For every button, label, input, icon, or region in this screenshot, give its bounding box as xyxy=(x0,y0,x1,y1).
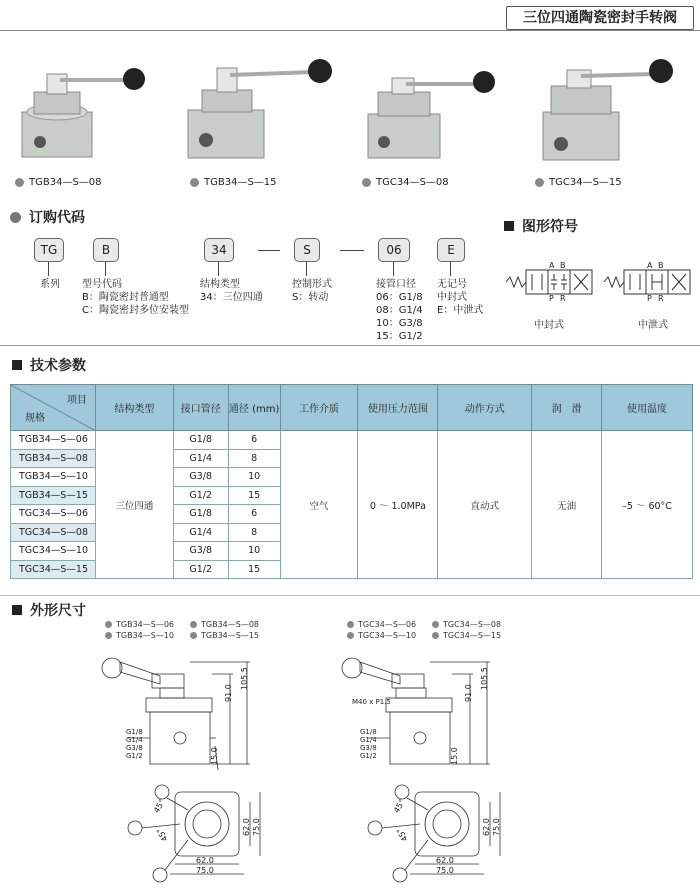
bullet-icon xyxy=(105,632,112,639)
product-image-tgb34-08 xyxy=(12,42,172,192)
dim-75: 75.0 xyxy=(196,866,214,875)
dim-model-name: TGC34—S—15 xyxy=(443,631,502,640)
series-label: 系列 xyxy=(40,279,60,290)
port-option: 10：G3/8 xyxy=(376,318,423,329)
bullet-icon xyxy=(347,621,354,628)
port-r-label: R xyxy=(560,294,566,303)
cell-model: TGB34—S—15 xyxy=(11,486,96,505)
port-size: G1/4 xyxy=(360,736,377,744)
port-size: G1/8 xyxy=(126,728,143,736)
bullet-icon xyxy=(190,178,199,187)
square-bullet-icon xyxy=(12,605,22,615)
product-image-tgb34-15 xyxy=(180,42,340,192)
product-label xyxy=(535,177,622,188)
bullet-icon xyxy=(10,212,21,223)
dim-91: 91.0 xyxy=(224,684,233,702)
cell-port: G1/4 xyxy=(173,449,228,468)
cell-port: G1/2 xyxy=(173,486,228,505)
port-size: G1/4 xyxy=(126,736,143,744)
cell-bore: 15 xyxy=(228,486,280,505)
code-dash xyxy=(340,250,364,251)
code-box-center: E xyxy=(437,238,465,262)
port-size: G1/8 xyxy=(360,728,377,736)
cell-model: TGC34—S—10 xyxy=(11,542,96,561)
dim-angle: 45° xyxy=(392,797,407,815)
cell-bore: 6 xyxy=(228,431,280,450)
model-code-option: B：陶瓷密封普通型 xyxy=(82,292,169,303)
port-size: G1/2 xyxy=(126,752,143,760)
dim-91: 91.0 xyxy=(464,684,473,702)
cell-port: G3/8 xyxy=(173,468,228,487)
header-temp: 使用温度 xyxy=(602,385,693,431)
code-connector xyxy=(105,262,106,276)
code-dash xyxy=(258,250,280,251)
cell-port: G1/2 xyxy=(173,560,228,579)
center-desc xyxy=(437,278,483,317)
structure-desc xyxy=(200,278,263,304)
bullet-icon xyxy=(432,621,439,628)
cell-model: TGB34—S—10 xyxy=(11,468,96,487)
cell-port: G3/8 xyxy=(173,542,228,561)
bullet-icon xyxy=(105,621,112,628)
port-title: 接管口径 xyxy=(376,279,416,290)
cell-action: 直动式 xyxy=(438,431,532,579)
dim-75: 75.0 xyxy=(252,818,261,836)
dim-model-name: TGB34—S—10 xyxy=(116,631,175,640)
header-bore: 通径 (mm) xyxy=(228,385,280,431)
dims-heading xyxy=(12,600,86,620)
dim-model-label xyxy=(432,620,501,629)
cell-bore: 10 xyxy=(228,542,280,561)
cell-bore: 10 xyxy=(228,468,280,487)
port-size: G1/2 xyxy=(360,752,377,760)
dim-model-name: TGB34—S—06 xyxy=(116,620,175,629)
spec-corner-header xyxy=(11,385,96,431)
cell-port: G1/8 xyxy=(173,431,228,450)
model-code-desc xyxy=(82,278,189,317)
code-connector xyxy=(218,262,219,276)
cell-model: TGC34—S—15 xyxy=(11,560,96,579)
port-list xyxy=(126,728,143,760)
dim-15: 15.0 xyxy=(210,747,219,765)
corner-bottom-label: 规格 xyxy=(25,413,45,424)
spec-heading xyxy=(12,355,86,375)
port-b-label: B xyxy=(658,261,664,270)
square-bullet-icon xyxy=(12,360,22,370)
dim-105: 105.5 xyxy=(240,667,249,690)
spec-heading-text: 技术参数 xyxy=(30,358,86,374)
bullet-icon xyxy=(432,632,439,639)
dim-model-name: TGB34—S—08 xyxy=(201,620,260,629)
header-structure: 结构类型 xyxy=(95,385,173,431)
model-code-title: 型号代码 xyxy=(82,279,122,290)
code-box-model: B xyxy=(93,238,119,262)
square-bullet-icon xyxy=(504,221,514,231)
thread-spec: M40 x P1.5 xyxy=(352,698,391,706)
dim-62: 62.0 xyxy=(242,818,251,836)
cell-model: TGC34—S—08 xyxy=(11,523,96,542)
section-divider xyxy=(0,345,700,346)
structure-title: 结构类型 xyxy=(200,279,240,290)
dim-15: 15.0 xyxy=(450,747,459,765)
dim-model-name: TGB34—S—15 xyxy=(201,631,260,640)
table-row xyxy=(11,431,693,450)
cell-bore: 8 xyxy=(228,449,280,468)
header-action: 动作方式 xyxy=(438,385,532,431)
dim-model-label xyxy=(105,631,174,640)
code-connector xyxy=(450,262,451,276)
spec-table xyxy=(10,384,693,579)
dim-model-name: TGC34—S—06 xyxy=(358,620,417,629)
bullet-icon xyxy=(190,632,197,639)
port-a-label: A xyxy=(647,261,653,270)
cell-lube: 无油 xyxy=(532,431,602,579)
code-box-series: TG xyxy=(34,238,64,262)
ordering-heading-text: 订购代码 xyxy=(29,210,85,226)
code-connector xyxy=(393,262,394,276)
corner-top-label: 项目 xyxy=(66,395,87,406)
bullet-icon xyxy=(15,178,24,187)
symbols-heading xyxy=(504,216,578,236)
control-desc xyxy=(292,278,332,304)
control-title: 控制形式 xyxy=(292,279,332,290)
dim-model-label xyxy=(105,620,174,629)
code-box-structure: 34 xyxy=(204,238,234,262)
dim-105: 105.5 xyxy=(480,667,489,690)
code-box-port: 06 xyxy=(378,238,410,262)
header-lube: 润 滑 xyxy=(532,385,602,431)
title-divider xyxy=(0,30,700,31)
product-image-tgc34-08 xyxy=(360,42,520,192)
code-connector xyxy=(48,262,49,276)
port-a-label: A xyxy=(549,261,555,270)
product-name: TGB34—S—15 xyxy=(204,177,277,188)
dim-75: 75.0 xyxy=(436,866,454,875)
dim-62: 62.0 xyxy=(482,818,491,836)
cell-port: G1/4 xyxy=(173,523,228,542)
dim-model-label xyxy=(347,620,416,629)
cell-model: TGB34—S—08 xyxy=(11,449,96,468)
code-connector xyxy=(306,262,307,276)
dim-model-name: TGC34—S—08 xyxy=(443,620,502,629)
dim-62: 62.0 xyxy=(436,856,454,865)
dim-angle: 45° xyxy=(152,797,167,815)
spec-header-row xyxy=(11,385,693,431)
bullet-icon xyxy=(362,178,371,187)
product-name: TGC34—S—15 xyxy=(549,177,622,188)
page-title: 三位四通陶瓷密封手转阀 xyxy=(506,6,694,30)
port-option: 06：G1/8 xyxy=(376,292,423,303)
product-label xyxy=(15,177,102,188)
bullet-icon xyxy=(347,632,354,639)
dim-angle: 45° xyxy=(394,826,410,843)
cell-port: G1/8 xyxy=(173,505,228,524)
port-option: 08：G1/4 xyxy=(376,305,423,316)
product-name: TGB34—S—08 xyxy=(29,177,102,188)
cell-bore: 6 xyxy=(228,505,280,524)
header-pressure: 使用压力范围 xyxy=(358,385,438,431)
dim-62: 62.0 xyxy=(196,856,214,865)
cell-medium: 空气 xyxy=(280,431,358,579)
port-size: G3/8 xyxy=(360,744,377,752)
center-closed-caption: 中封式 xyxy=(534,320,564,331)
cell-pressure: 0 ～ 1.0MPa xyxy=(358,431,438,579)
port-list xyxy=(360,728,377,760)
port-p-label: P xyxy=(549,294,554,303)
product-label xyxy=(190,177,277,188)
product-name: TGC34—S—08 xyxy=(376,177,449,188)
center-exhaust-caption: 中泄式 xyxy=(638,320,668,331)
header-medium: 工作介质 xyxy=(280,385,358,431)
center-option: E：中泄式 xyxy=(437,305,484,316)
model-code-option: C：陶瓷密封多位安装型 xyxy=(82,305,189,316)
dim-model-name: TGC34—S—10 xyxy=(358,631,417,640)
header-port: 接口管径 xyxy=(173,385,228,431)
dim-model-label xyxy=(190,620,259,629)
port-size: G3/8 xyxy=(126,744,143,752)
product-image-tgc34-15 xyxy=(535,42,695,192)
cell-model: TGB34—S—06 xyxy=(11,431,96,450)
cell-bore: 8 xyxy=(228,523,280,542)
code-box-control: S xyxy=(294,238,320,262)
cell-bore: 15 xyxy=(228,560,280,579)
product-label xyxy=(362,177,449,188)
symbols-heading-text: 图形符号 xyxy=(522,219,578,235)
dim-angle: 45° xyxy=(154,826,170,843)
port-r-label: R xyxy=(658,294,664,303)
center-title: 无记号 xyxy=(437,279,467,290)
control-option: S：转动 xyxy=(292,292,329,303)
port-b-label: B xyxy=(560,261,566,270)
bullet-icon xyxy=(535,178,544,187)
cell-temp: –5 ～ 60°C xyxy=(602,431,693,579)
port-p-label: P xyxy=(647,294,652,303)
center-option: 中封式 xyxy=(437,292,467,303)
port-option: 15：G1/2 xyxy=(376,331,423,342)
dims-heading-text: 外形尺寸 xyxy=(30,603,86,619)
dim-model-label xyxy=(347,631,416,640)
structure-option: 34：三位四通 xyxy=(200,292,263,303)
bullet-icon xyxy=(190,621,197,628)
port-desc xyxy=(376,278,423,343)
cell-model: TGC34—S—06 xyxy=(11,505,96,524)
cell-structure: 三位四通 xyxy=(95,431,173,579)
ordering-heading xyxy=(10,207,85,227)
dim-model-label xyxy=(190,631,259,640)
dim-75: 75.0 xyxy=(492,818,501,836)
section-divider xyxy=(0,595,700,596)
dim-model-label xyxy=(432,631,501,640)
